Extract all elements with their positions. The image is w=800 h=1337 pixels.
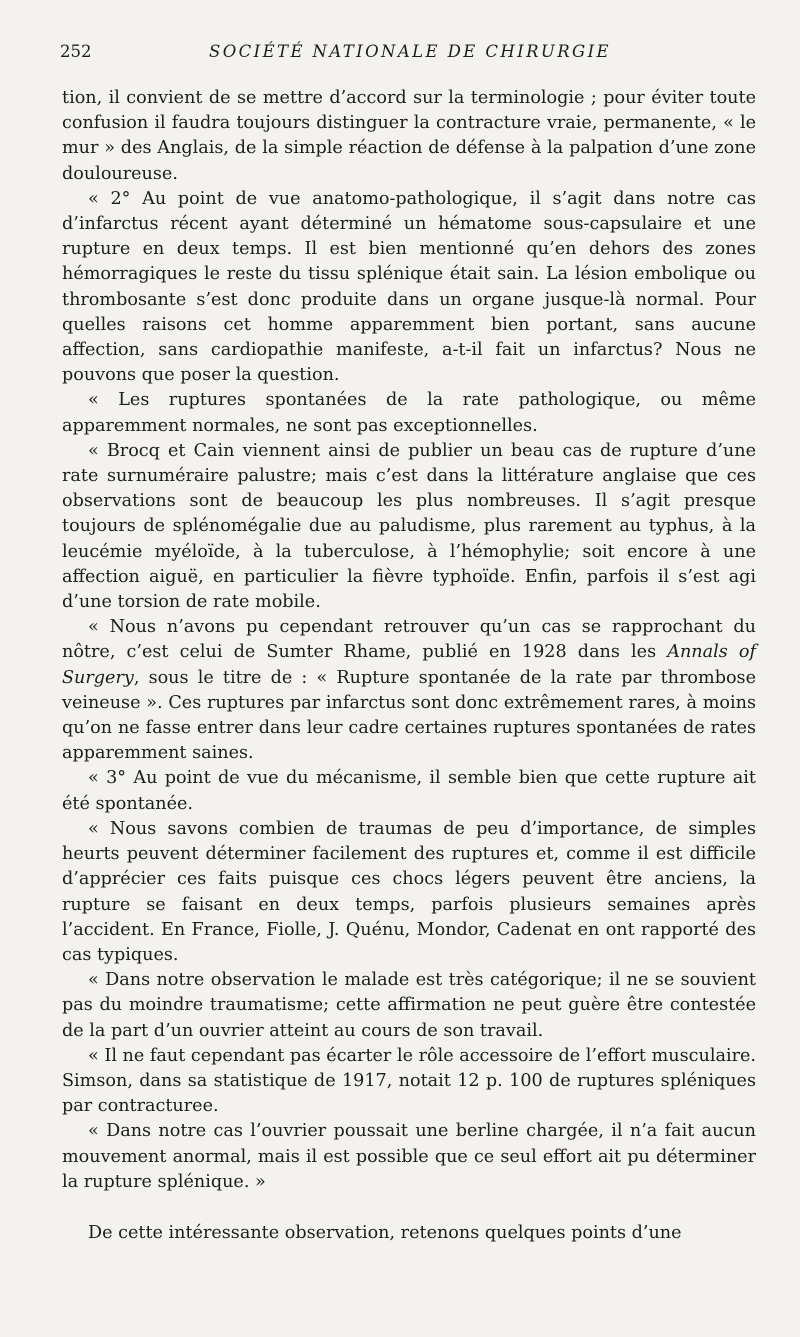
running-head: SOCIÉTÉ NATIONALE DE CHIRURGIE <box>209 42 611 61</box>
paragraph-text: , sous le titre de : « Rupture spontanée de la rate par thrombose veineuse ». Ces ruptures par infarctus sont donc extrêmement rares, à moins qu’on ne fasse entrer dans leur cadre certaines ruptures spontanées de rates apparemment saines. <box>62 667 756 764</box>
page-header <box>60 40 760 64</box>
paragraph: « Dans notre observation le malade est très catégorique; il ne se souvient pas du moindre traumatisme; cette affirmation ne peut guère être contestée de la part d’un ouvrier atteint au cours de son travail. <box>62 970 756 1041</box>
paragraph-text: « Nous n’avons pu cependant retrouver qu’un cas se rapprochant du nôtre, c’est celui de Sumter Rhame, publié en 1928 dans les <box>62 617 756 663</box>
paragraph: « 3° Au point de vue du mécanisme, il semble bien que cette rupture ait été spontanée. <box>62 768 756 814</box>
paragraph <box>62 615 756 766</box>
page-number: 252 <box>60 42 92 61</box>
journal-title: Annals of Surgery <box>62 642 756 688</box>
paragraph: « Nous savons combien de traumas de peu d’importance, de simples heurts peuvent déterminer facilement des ruptures et, comme il est difficile d’apprécier ces faits puisque ces chocs légers peuvent être anciens, la rupture se faisant en deux temps, parfois plusieurs semaines après l’accident. En France, Fiolle, J. Quénu, Mondor, Cadenat en ont rapporté des cas typiques. <box>62 818 756 965</box>
body-text <box>62 86 756 1246</box>
paragraph: « Il ne faut cependant pas écarter le rôle accessoire de l’effort musculaire. Simson, dans sa statistique de 1917, notait 12 p. 100 de ruptures spléniques par contracturee. <box>62 1045 756 1117</box>
paragraph: De cette intéressante observation, retenons quelques points d’une <box>88 1222 682 1243</box>
paragraph: « Les ruptures spontanées de la rate pathologique, ou même apparemment normales, ne sont pas exceptionnelles. <box>62 390 756 436</box>
paragraph: « 2° Au point de vue anatomo-pathologique, il s’agit dans notre cas d’infarctus récent ayant déterminé un hématome sous-capsulaire et une rupture en deux temps. Il est bien mentionné qu’en dehors des zones hémorragiques le reste du tissu splénique était sain. La lésion embolique ou thrombosante s’est donc produite dans un organe jusque-là normal. Pour quelles raisons cet homme apparemment bien portant, sans aucune affection, sans cardiopathie manifeste, a-t-il fait un infarctus? Nous ne pouvons que poser la question. <box>62 188 756 386</box>
paragraph: « Dans notre cas l’ouvrier poussait une berline chargée, il n’a fait aucun mouvement anormal, mais il est possible que ce seul effort ait pu déterminer la rupture splénique. » <box>62 1121 756 1192</box>
paragraph: tion, il convient de se mettre d’accord sur la terminologie ; pour éviter toute confusion il faudra toujours distinguer la contracture vraie, permanente, « le mur » des Anglais, de la simple réaction de défense à la palpation d’une zone douloureuse. <box>62 88 756 184</box>
paragraph: « Brocq et Cain viennent ainsi de publier un beau cas de rupture d’une rate surnuméraire palustre; mais c’est dans la littérature anglaise que ces observations sont de beaucoup les plus nombreuses. Il s’agit presque toujours de splénomégalie due au paludisme, plus rarement au typhus, à la leucémie myéloïde, à la tuberculose, à l’hémophylie; soit encore à une affection aiguë, en particulier la fièvre typhoïde. Enfin, parfois il s’est agi d’une torsion de rate mobile. <box>62 440 756 613</box>
